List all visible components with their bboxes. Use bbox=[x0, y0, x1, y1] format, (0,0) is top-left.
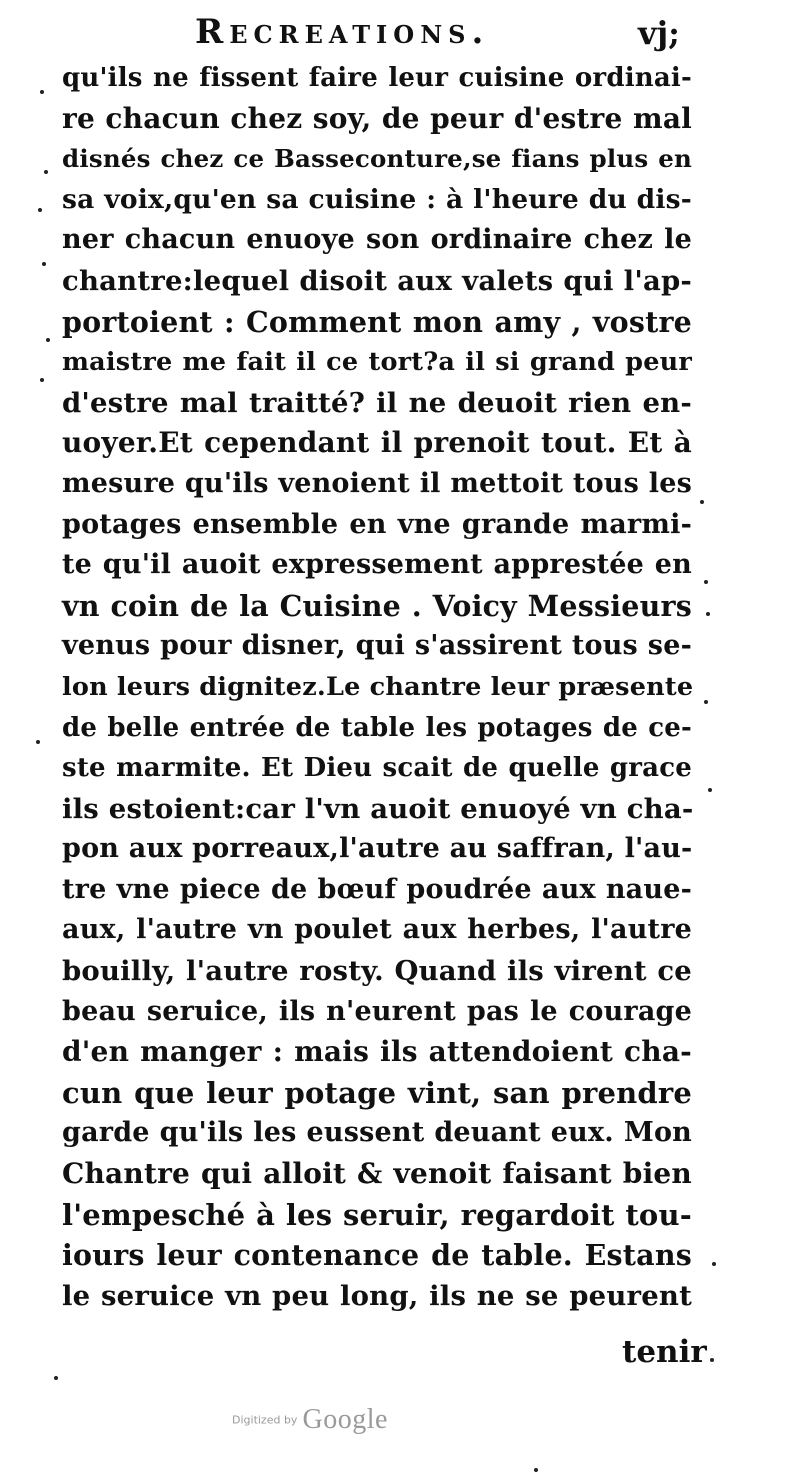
text-line: ste marmite. Et Dieu scait de quelle grace bbox=[62, 753, 692, 784]
ink-speck bbox=[38, 208, 42, 212]
text-line: maistre me fait il ce tort?a il si grand peur bbox=[62, 347, 692, 378]
text-line: portoient : Comment mon amy , vostre bbox=[62, 304, 692, 339]
ink-speck bbox=[712, 1262, 716, 1266]
text-line: iours leur contenance de table. Estans bbox=[62, 1238, 692, 1273]
ink-speck bbox=[700, 500, 704, 504]
text-line: garde qu'ils les eussent deuant eux. Mon bbox=[62, 1117, 692, 1149]
ink-speck bbox=[54, 1376, 58, 1380]
text-line: qu'ils ne fissent faire leur cuisine ordinai- bbox=[62, 63, 692, 93]
text-line: venus pour disner, qui s'assirent tous se- bbox=[62, 630, 692, 662]
ink-speck bbox=[710, 1358, 714, 1362]
text-line: cun que leur potage vint, san prendre bbox=[62, 1075, 692, 1110]
text-line: ner chacun enuoye son ordinaire chez le bbox=[62, 224, 692, 256]
text-line: mesure qu'ils venoient il mettoit tous les bbox=[62, 467, 692, 499]
digitized-watermark bbox=[232, 1404, 388, 1436]
body-text bbox=[62, 58, 692, 1316]
text-line: d'estre mal traitté? il ne deuoit rien en- bbox=[62, 386, 692, 419]
text-line: lon leurs dignitez.Le chantre leur præsente bbox=[62, 671, 694, 702]
running-title: Recreations. bbox=[195, 12, 490, 52]
watermark-logo: Google bbox=[302, 1404, 388, 1435]
ink-speck bbox=[706, 612, 710, 616]
ink-speck bbox=[704, 700, 708, 704]
text-line: aux, l'autre vn poulet aux herbes, l'autre bbox=[62, 914, 692, 946]
ink-speck bbox=[46, 338, 50, 342]
digitized-prefix: Digitized by bbox=[232, 1413, 298, 1427]
text-line: sa voix,qu'en sa cuisine : à l'heure du dis- bbox=[62, 183, 692, 215]
text-line: bouilly, l'autre rosty. Quand ils virent ce bbox=[62, 955, 692, 988]
ink-speck bbox=[534, 1468, 538, 1472]
text-line: pon aux porreaux,l'autre au saffran, l'au- bbox=[62, 833, 693, 865]
ink-speck bbox=[708, 788, 712, 792]
text-line: disnés chez ce Basseconture,se fians plus en bbox=[62, 144, 692, 174]
ink-speck bbox=[40, 90, 44, 94]
folio-number: vj; bbox=[638, 14, 680, 52]
text-line: de belle entrée de table les potages de ce- bbox=[62, 712, 692, 743]
text-line: le seruice vn peu long, ils ne se peurent bbox=[62, 1279, 692, 1312]
catchword: tenir bbox=[622, 1334, 707, 1370]
ink-speck bbox=[44, 170, 48, 174]
text-line: d'en manger : mais ils attendoient cha- bbox=[62, 1035, 692, 1069]
text-line: Chantre qui alloit & venoit faisant bien bbox=[62, 1157, 692, 1191]
ink-speck bbox=[40, 378, 44, 382]
ink-speck bbox=[42, 262, 46, 266]
text-line: tre vne piece de bœuf poudrée aux naue- bbox=[62, 873, 692, 905]
text-line: ils estoient:car l'vn auoit enuoyé vn cha- bbox=[62, 792, 694, 825]
text-line: potages ensemble en vne grande marmi- bbox=[62, 508, 692, 540]
ink-speck bbox=[704, 580, 708, 584]
text-line: uoyer.Et cependant il prenoit tout. Et à bbox=[62, 426, 692, 460]
text-line: beau seruice, ils n'eurent pas le courage bbox=[62, 995, 692, 1027]
text-line: l'empesché à les seruir, regardoit tou- bbox=[62, 1197, 692, 1232]
text-line: re chacun chez soy, de peur d'estre mal bbox=[62, 101, 692, 135]
text-line: vn coin de la Cuisine . Voicy Messieurs bbox=[62, 588, 692, 623]
text-line: chantre:lequel disoit aux valets qui l'ap- bbox=[62, 264, 692, 297]
ink-speck bbox=[36, 740, 40, 744]
text-line: te qu'il auoit expressement apprestée en bbox=[62, 549, 692, 581]
